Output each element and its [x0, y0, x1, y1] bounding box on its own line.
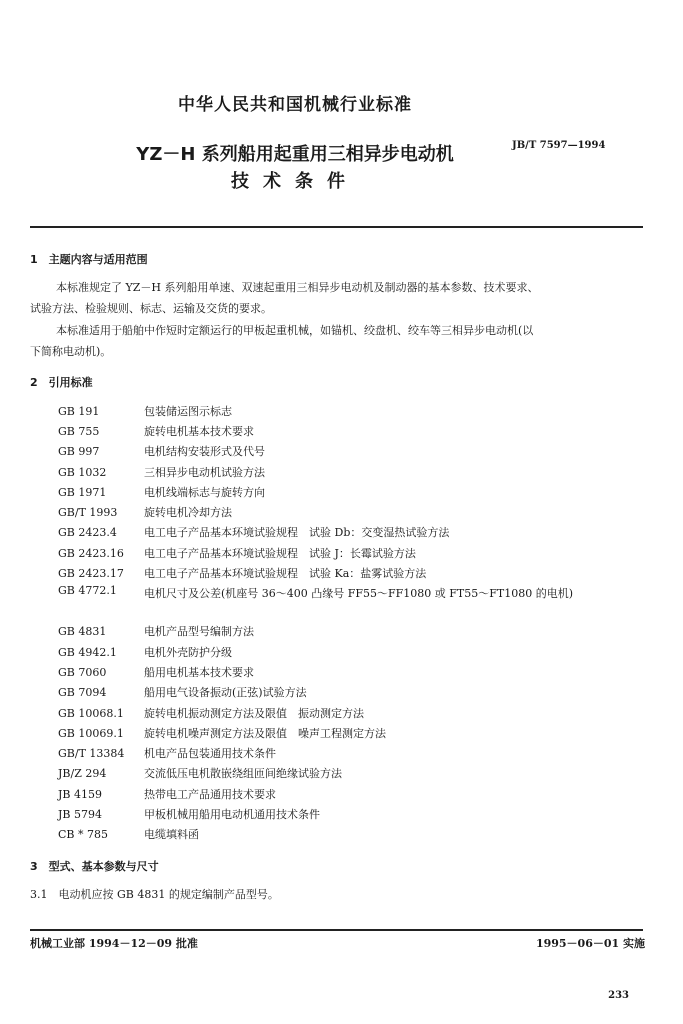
effective-date: 1995－06－01 实施 — [535, 937, 645, 950]
reference-row — [58, 502, 614, 522]
reference-title: 船用电机基本技术要求 — [144, 665, 254, 679]
reference-title: 电工电子产品基本环境试验规程 试验 Ka：盐雾试验方法 — [144, 567, 427, 581]
reference-row — [58, 421, 614, 441]
reference-code: GB 7094 — [58, 686, 107, 700]
reference-code: JB 5794 — [58, 807, 102, 821]
reference-row — [58, 743, 614, 763]
reference-title: 旋转电机基本技术要求 — [144, 424, 254, 438]
referenced-standards-list — [58, 401, 614, 845]
section-1-para-1-line-2: 试验方法、检验规则、标志、运输及交货的要求。 — [30, 302, 272, 315]
reference-title: 电机尺寸及公差(机座号 36～400 凸缘号 FF55～FF1080 或 FT55～FT1080 的电机) — [144, 586, 574, 600]
reference-code: CB * 785 — [58, 828, 108, 842]
clause-3-1: 3.1 电动机应按 GB 4831 的规定编制产品型号。 — [30, 888, 279, 901]
reference-row — [58, 804, 614, 824]
standard-code: JB/T 7597—1994 — [512, 140, 606, 151]
header-divider — [30, 226, 643, 228]
reference-code: GB 2423.17 — [58, 567, 124, 581]
standard-subtitle: 技术条件 — [231, 171, 359, 192]
reference-title: 电工电子产品基本环境试验规程 试验 Db：交变湿热试验方法 — [144, 526, 450, 540]
page-number: 233 — [608, 990, 629, 1001]
reference-row — [58, 622, 614, 642]
reference-title: 旋转电机振动测定方法及限值 振动测定方法 — [144, 706, 364, 720]
footer-divider — [30, 929, 643, 931]
reference-code: GB 7060 — [58, 665, 107, 679]
issuing-organization: 中华人民共和国机械行业标准 — [178, 95, 412, 115]
reference-title: 交流低压电机散嵌绕组匝间绝缘试验方法 — [144, 767, 342, 781]
reference-row — [58, 764, 614, 784]
reference-code: JB 4159 — [58, 787, 102, 801]
reference-title: 三相异步电动机试验方法 — [144, 465, 265, 479]
reference-title: 热带电工产品通用技术要求 — [144, 787, 276, 801]
reference-row — [58, 683, 614, 703]
reference-title: 电机产品型号编制方法 — [144, 625, 254, 639]
reference-code: GB 10068.1 — [58, 706, 124, 720]
approval-date: 机械工业部 1994－12－09 批准 — [30, 937, 198, 950]
reference-row — [58, 662, 614, 682]
reference-title: 包装储运图示标志 — [144, 404, 232, 418]
reference-code: GB 997 — [58, 445, 100, 459]
reference-code: GB 2423.4 — [58, 526, 117, 540]
standard-title: YZ－H 系列船用起重用三相异步电动机 — [136, 144, 454, 165]
reference-title: 旋转电机噪声测定方法及限值 噪声工程测定方法 — [144, 726, 386, 740]
reference-code: GB 191 — [58, 404, 100, 418]
section-1-para-2-line-1: 本标准适用于船舶中作短时定额运行的甲板起重机械，如锚机、绞盘机、绞车等三相异步电动机(以 — [56, 324, 534, 337]
reference-code: GB/T 13384 — [58, 747, 125, 761]
section-3-heading: 3 型式、基本参数与尺寸 — [30, 860, 159, 873]
reference-code: GB 10069.1 — [58, 726, 124, 740]
reference-title: 旋转电机冷却方法 — [144, 506, 232, 520]
reference-title: 电机线端标志与旋转方向 — [144, 485, 265, 499]
reference-title: 电缆填料函 — [144, 828, 199, 842]
reference-row — [58, 442, 614, 462]
reference-title: 甲板机械用船用电动机通用技术条件 — [144, 807, 320, 821]
reference-row — [58, 563, 614, 583]
reference-code: GB 1971 — [58, 485, 107, 499]
reference-row — [58, 723, 614, 743]
reference-row — [58, 584, 614, 622]
reference-row — [58, 523, 614, 543]
reference-title: 电机结构安装形式及代号 — [144, 445, 265, 459]
reference-row — [58, 401, 614, 421]
reference-row — [58, 462, 614, 482]
section-1-heading: 1 主题内容与适用范围 — [30, 253, 148, 266]
reference-row — [58, 784, 614, 804]
reference-code: GB 2423.16 — [58, 546, 124, 560]
reference-code: GB 4772.1 — [58, 583, 117, 597]
reference-title: 船用电气设备振动(正弦)试验方法 — [144, 686, 307, 700]
reference-code: GB 755 — [58, 424, 100, 438]
reference-code: GB/T 1993 — [58, 506, 118, 520]
reference-row — [58, 543, 614, 563]
section-1-para-2-line-2: 下简称电动机)。 — [30, 345, 112, 358]
section-1-para-1-line-1: 本标准规定了 YZ－H 系列船用单速、双速起重用三相异步电动机及制动器的基本参数、技术要求、 — [56, 281, 539, 294]
reference-code: GB 4831 — [58, 625, 107, 639]
reference-row — [58, 703, 614, 723]
reference-row — [58, 642, 614, 662]
reference-title: 电工电子产品基本环境试验规程 试验 J：长霉试验方法 — [144, 546, 416, 560]
reference-title: 电机外壳防护分级 — [144, 645, 232, 659]
reference-code: GB 1032 — [58, 465, 107, 479]
reference-row — [58, 825, 614, 845]
section-2-heading: 2 引用标准 — [30, 376, 93, 389]
reference-code: GB 4942.1 — [58, 645, 117, 659]
reference-title: 机电产品包装通用技术条件 — [144, 747, 276, 761]
reference-code: JB/Z 294 — [58, 767, 107, 781]
reference-row — [58, 482, 614, 502]
